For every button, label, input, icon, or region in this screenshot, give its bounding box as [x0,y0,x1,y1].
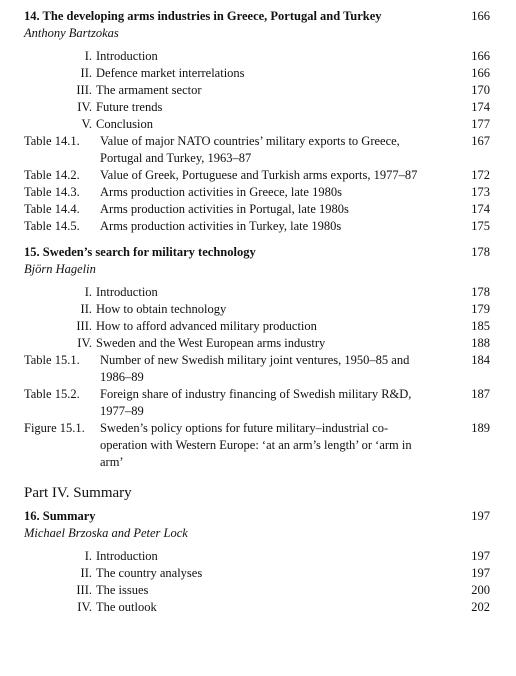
chapter-title: 14. The developing arms industries in Greece, Portugal and Turkey [24,9,382,23]
section-entry [24,335,490,352]
section-page: 197 [471,566,490,580]
table-title: Arms production activities in Turkey, late 1980s [100,219,342,233]
section-entry [24,301,490,318]
section-page: 166 [471,49,490,63]
table-label: Table 15.1. [24,353,80,367]
chapter-14-heading [24,8,490,25]
section-number: II. [80,566,92,580]
table-title: Arms production activities in Portugal, late 1980s [100,202,349,216]
section-number: IV. [77,336,92,350]
table-page: 173 [471,185,490,199]
chapter-title: 15. Sweden’s search for military technology [24,245,256,259]
section-entry [24,318,490,335]
chapter-page: 166 [471,9,490,23]
section-title: Conclusion [96,117,153,131]
section-title: Introduction [96,549,158,563]
chapter-page: 197 [471,509,490,523]
section-number: I. [84,549,92,563]
section-title: Introduction [96,49,158,63]
section-page: 200 [471,583,490,597]
section-page: 174 [471,100,490,114]
section-entry [24,99,490,116]
table-title: Number of new Swedish military joint ventures, 1950–85 and 1986–89 [100,353,410,384]
table-entry [24,218,490,235]
section-number: II. [80,302,92,316]
table-page: 187 [471,387,490,401]
section-number: III. [76,83,92,97]
table-label: Table 14.2. [24,168,80,182]
table-entry [24,133,490,167]
section-page: 202 [471,600,490,614]
section-entry [24,548,490,565]
section-page: 185 [471,319,490,333]
section-page: 188 [471,336,490,350]
chapter-author: Michael Brzoska and Peter Lock [24,526,188,540]
table-title: Arms production activities in Greece, late 1980s [100,185,342,199]
section-page: 166 [471,66,490,80]
table-label: Table 15.2. [24,387,80,401]
table-entry [24,386,490,420]
table-entry [24,184,490,201]
table-entry [24,167,490,184]
section-page: 179 [471,302,490,316]
table-label: Table 14.1. [24,134,80,148]
section-page: 178 [471,285,490,299]
chapter-author: Anthony Bartzokas [24,26,119,40]
section-entry [24,116,490,133]
section-title: Sweden and the West European arms industry [96,336,326,350]
figure-page: 189 [471,421,490,435]
table-page: 184 [471,353,490,367]
table-page: 172 [471,168,490,182]
section-title: How to obtain technology [96,302,227,316]
section-number: III. [76,319,92,333]
section-number: IV. [77,100,92,114]
section-number: II. [80,66,92,80]
section-number: V. [81,117,92,131]
table-label: Table 14.3. [24,185,80,199]
spacer [24,235,490,244]
section-entry [24,48,490,65]
chapter-15-heading [24,244,490,261]
part-heading: Part IV. Summary [24,485,132,501]
table-label: Table 14.5. [24,219,80,233]
section-title: The country analyses [96,566,203,580]
table-title: Value of Greek, Portuguese and Turkish arms exports, 1977–87 [100,168,418,182]
section-entry [24,565,490,582]
chapter-page: 178 [471,245,490,259]
table-entry [24,352,490,386]
table-page: 167 [471,134,490,148]
table-entry [24,201,490,218]
section-entry [24,284,490,301]
table-title: Value of major NATO countries’ military exports to Greece, Portugal and Turkey, 1963–87 [100,134,400,165]
section-entry [24,599,490,616]
section-title: Introduction [96,285,158,299]
table-title: Foreign share of industry financing of Swedish military R&D, 1977–89 [100,387,412,418]
table-page: 175 [471,219,490,233]
section-entry [24,582,490,599]
section-page: 197 [471,549,490,563]
table-page: 174 [471,202,490,216]
section-title: How to afford advanced military production [96,319,317,333]
section-number: I. [84,285,92,299]
section-entry [24,65,490,82]
chapter-16-heading [24,508,490,525]
section-title: The outlook [96,600,157,614]
section-number: III. [76,583,92,597]
figure-entry [24,420,490,471]
chapter-author: Björn Hagelin [24,262,96,276]
section-page: 170 [471,83,490,97]
section-title: Future trends [96,100,163,114]
section-number: IV. [77,600,92,614]
section-title: The issues [96,583,149,597]
table-of-contents [24,8,490,616]
figure-title: Sweden’s policy options for future military–industrial co-operation with Western Europe: ‘at an arm’s length’ or ‘arm in arm’ [100,421,412,469]
figure-label: Figure 15.1. [24,421,85,435]
section-title: Defence market interrelations [96,66,245,80]
section-page: 177 [471,117,490,131]
section-entry [24,82,490,99]
chapter-title: 16. Summary [24,509,96,523]
section-number: I. [84,49,92,63]
section-title: The armament sector [96,83,202,97]
table-label: Table 14.4. [24,202,80,216]
